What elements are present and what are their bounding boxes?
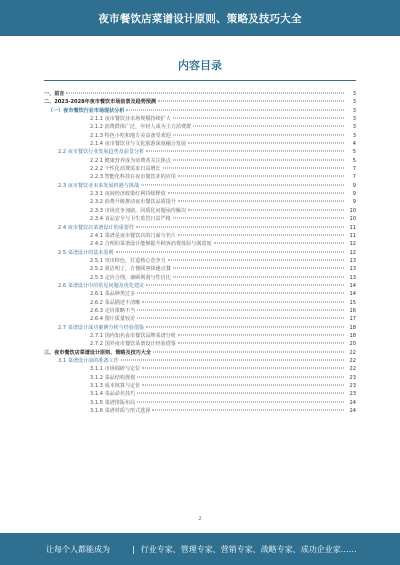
toc-entry[interactable] <box>44 399 356 407</box>
toc-entry-page: 23 <box>349 374 356 381</box>
toc-leader-dots <box>126 109 344 110</box>
toc-entry-title: 2.2.1 健康营养成为消费者关注焦点 <box>90 157 171 164</box>
toc-leader-dots <box>152 410 344 411</box>
toc-entry-page: 11 <box>349 224 356 231</box>
toc-leader-dots <box>178 201 344 202</box>
toc-entry-title: 2.7.2 国外夜市餐饮菜谱设计经验借鉴 <box>90 341 176 348</box>
toc-entry-page: 9 <box>352 182 356 189</box>
toc-leader-dots <box>158 101 344 102</box>
toc-entry-page: 3 <box>352 124 356 131</box>
toc-leader-dots <box>214 243 344 244</box>
toc-entry-page: 10 <box>349 216 356 223</box>
toc-entry[interactable] <box>44 207 356 215</box>
toc-leader-dots <box>116 251 344 252</box>
toc-leader-dots <box>173 134 344 135</box>
toc-entry-title: 3.1.3 成本核算与定价 <box>90 383 141 390</box>
toc-entry-title: 3.1 菜谱设计前的准备工作 <box>58 358 119 364</box>
toc-leader-dots <box>137 309 344 310</box>
toc-entry-page: 4 <box>352 141 356 148</box>
toc-entry[interactable] <box>44 90 356 98</box>
toc-leader-dots <box>173 268 344 269</box>
toc-entry[interactable] <box>44 307 356 315</box>
toc-leader-dots <box>137 376 344 377</box>
toc-entry-title: 2.3 夜市餐饮业未来发展机遇与挑战 <box>58 182 140 189</box>
toc-leader-dots <box>178 234 344 235</box>
toc-entry[interactable] <box>44 115 356 123</box>
toc-entry-page: 9 <box>352 199 356 206</box>
toc-leader-dots <box>153 351 344 352</box>
toc-entry-page: 24 <box>349 408 356 415</box>
toc-entry-page: 13 <box>349 266 356 273</box>
toc-entry[interactable] <box>44 290 356 298</box>
toc-leader-dots <box>178 176 344 177</box>
toc-entry-title: 3.1.2 菜品结构规划 <box>90 374 136 381</box>
toc-entry-page: 20 <box>349 341 356 348</box>
toc-leader-dots <box>188 143 344 144</box>
toc-entry[interactable] <box>44 232 356 240</box>
toc-entry-page: 14 <box>349 291 356 298</box>
toc-entry-title: 2.2 夜市餐饮行业发展趋势及前景分析 <box>58 149 145 156</box>
toc-entry[interactable] <box>44 224 356 232</box>
toc-entry-page: 11 <box>349 232 356 239</box>
toc-entry[interactable] <box>44 173 356 181</box>
toc-entry-page: 18 <box>349 332 356 339</box>
toc-entry[interactable] <box>44 140 356 148</box>
top-banner <box>0 0 400 36</box>
toc-leader-dots <box>173 276 344 277</box>
toc-leader-dots <box>193 126 344 127</box>
toc-entry-page: 15 <box>349 299 356 306</box>
toc-entry-title: 2.7 菜谱设计成功案例分析与经验借鉴 <box>58 324 145 331</box>
toc-entry-title: 2.7.1 国内知名夜市餐饮品牌菜谱分析 <box>90 332 176 339</box>
toc-leader-dots <box>66 93 344 94</box>
toc-entry-title: 2.5.1 突出特色，打造核心竞争力 <box>90 257 166 264</box>
toc-entry[interactable] <box>44 324 356 332</box>
toc-entry-page: 9 <box>352 191 356 198</box>
toc-entry-title: 2.3.2 消费升级推动夜市餐饮品质提升 <box>90 199 176 206</box>
toc-entry-title: 2.1.3 特色小吃和地方美食备受欢迎 <box>90 132 171 139</box>
toc-entry[interactable] <box>44 198 356 206</box>
toc-title: 内容目录 <box>178 59 222 72</box>
toc-entry[interactable] <box>44 382 356 390</box>
toc-entry-title: 2.6.2 菜品描述不清晰 <box>90 299 141 306</box>
toc-entry-title: 2.2.2 个性化消费需求日益增长 <box>90 166 161 173</box>
toc-entry-page: 12 <box>349 249 356 256</box>
toc-entry[interactable] <box>44 407 356 415</box>
toc-entry-title: 2.1.1 夜市餐饮业市场规模持续扩大 <box>90 116 171 123</box>
toc-entry-page: 23 <box>349 383 356 390</box>
toc-leader-dots <box>188 209 344 210</box>
toc-entry[interactable] <box>44 274 356 282</box>
toc-leader-dots <box>142 301 344 302</box>
toc-entry-page: 13 <box>349 274 356 281</box>
toc-entry-page: 23 <box>349 391 356 398</box>
toc-leader-dots <box>178 343 344 344</box>
toc-leader-dots <box>121 360 344 361</box>
toc-entry-page: 3 <box>352 99 356 106</box>
toc-entry-page: 5 <box>352 157 356 164</box>
toc-entry[interactable] <box>44 357 356 365</box>
toc-leader-dots <box>178 334 344 335</box>
footer-roles: 行业专家、管理专家、营销专家、战略专家、成功企业家…… <box>140 544 357 554</box>
toc-entry-page: 13 <box>349 257 356 264</box>
toc-leader-dots <box>146 326 344 327</box>
toc-entry-page: 3 <box>352 116 356 123</box>
toc-entry-page: 3 <box>352 91 356 97</box>
toc-entry-title: 2.1.2 消费群体广泛，年轻人成为主力消费群 <box>90 124 192 131</box>
toc-divider <box>44 80 356 81</box>
toc-entry-title: 2.6.3 定价策略不当 <box>90 307 136 314</box>
toc-entry-page: 3 <box>352 107 356 114</box>
bottom-banner <box>0 533 400 565</box>
toc-entry[interactable] <box>44 182 356 190</box>
toc-entry[interactable] <box>44 148 356 156</box>
toc-entry[interactable] <box>44 332 356 340</box>
toc-leader-dots <box>163 168 344 169</box>
toc-entry-page: 14 <box>349 282 356 289</box>
toc-entry-title: 3.1.4 菜品命名技巧 <box>90 391 136 398</box>
toc-entry-page: 16 <box>349 307 356 314</box>
toc-entry-page: 22 <box>349 366 356 373</box>
toc-entry[interactable] <box>44 340 356 348</box>
toc-entry-page: 10 <box>349 207 356 214</box>
toc-leader-dots <box>137 293 344 294</box>
toc-entry-title: 2.2.3 智能化科技在夜市餐饮业的应用 <box>90 174 176 181</box>
toc-entry-title: 3.1.5 菜谱排版布局 <box>90 399 136 406</box>
toc-entry[interactable] <box>44 349 356 357</box>
toc-leader-dots <box>168 259 344 260</box>
toc-entry-title: 2.6 菜谱设计中的常见问题及优化建议 <box>58 282 145 289</box>
toc-entry-title: 2.4 夜市餐饮店菜谱设计的重要性 <box>58 224 134 231</box>
toc-entry-title: 2.6.4 图片质量较差 <box>90 316 136 323</box>
toc-leader-dots <box>136 226 344 227</box>
toc-entry-title: 2.5.2 简洁明了，方便顾客快速点餐 <box>90 266 171 273</box>
toc-entry-title: 2.1.4 夜市餐饮业与文化旅游深度融合发展 <box>90 141 187 148</box>
toc-entry[interactable] <box>44 107 356 115</box>
toc-entry[interactable] <box>44 257 356 265</box>
toc-entry-title: 3.1.6 菜谱材质与形式选择 <box>90 408 151 415</box>
toc-entry-title: 2.4.2 合理的菜谱设计能够提升顾客消费体验与满意度 <box>90 241 212 248</box>
toc-entry[interactable] <box>44 282 356 290</box>
toc-leader-dots <box>173 118 344 119</box>
page-number: 2 <box>198 516 202 522</box>
document-title: 夜市餐饮店菜谱设计原则、策略及技巧大全 <box>98 12 302 25</box>
toc-entry-title: 3.1.1 市场调研与定位 <box>90 366 141 373</box>
table-of-contents <box>44 90 356 415</box>
toc-entry[interactable] <box>44 165 356 173</box>
toc-entry-page: 7 <box>352 174 356 181</box>
toc-leader-dots <box>142 385 344 386</box>
toc-entry[interactable] <box>44 374 356 382</box>
toc-leader-dots <box>137 393 344 394</box>
toc-entry[interactable] <box>44 249 356 257</box>
toc-entry[interactable] <box>44 157 356 165</box>
toc-entry[interactable] <box>44 132 356 140</box>
toc-entry[interactable] <box>44 98 356 106</box>
toc-entry-title: 2.4.1 菜谱是夜市餐饮店的门面与名片 <box>90 232 176 239</box>
toc-leader-dots <box>141 184 344 185</box>
toc-entry[interactable] <box>44 365 356 373</box>
toc-entry-title: 2.3.4 食品安全与卫生监管日益严格 <box>90 216 171 223</box>
toc-entry-page: 12 <box>349 241 356 248</box>
toc-entry-title: 二、2023-2028年夜市餐饮市场前景及趋势预测 <box>44 99 156 106</box>
toc-entry-title: （一）夜市餐饮行业市场现状分析 <box>48 107 125 114</box>
footer-separator: | <box>132 544 135 554</box>
toc-entry[interactable] <box>44 390 356 398</box>
toc-leader-dots <box>146 151 344 152</box>
toc-leader-dots <box>137 318 344 319</box>
footer-slogan: 让每个人都能成为 <box>46 544 110 554</box>
toc-entry-title: 一、前言 <box>44 91 65 97</box>
toc-entry-page: 22 <box>349 358 356 364</box>
toc-leader-dots <box>146 284 344 285</box>
toc-leader-dots <box>173 159 344 160</box>
toc-entry[interactable] <box>44 315 356 323</box>
toc-entry-title: 2.3.3 市场竞争加剧，同质化问题亟待解决 <box>90 207 187 214</box>
toc-entry-title: 2.3.1 夜间经济政策红利持续释放 <box>90 191 166 198</box>
toc-entry[interactable] <box>44 123 356 131</box>
toc-leader-dots <box>173 218 344 219</box>
toc-leader-dots <box>168 193 344 194</box>
toc-entry-page: 7 <box>352 166 356 173</box>
toc-entry[interactable] <box>44 265 356 273</box>
toc-entry[interactable] <box>44 299 356 307</box>
toc-entry-page: 18 <box>349 324 356 331</box>
toc-entry-title: 2.5.3 定价合理，兼顾利润与性价比 <box>90 274 171 281</box>
toc-entry-page: 17 <box>349 316 356 323</box>
toc-leader-dots <box>142 368 344 369</box>
toc-entry[interactable] <box>44 240 356 248</box>
toc-entry[interactable] <box>44 190 356 198</box>
toc-entry-title: 2.5 菜谱设计的基本原则 <box>58 249 114 256</box>
toc-entry-page: 5 <box>352 149 356 156</box>
toc-entry-page: 22 <box>349 349 356 356</box>
toc-entry-page: 3 <box>352 132 356 139</box>
toc-entry[interactable] <box>44 215 356 223</box>
toc-entry-title: 2.6.1 菜品种类过多 <box>90 291 136 298</box>
toc-entry-title: 三、夜市餐饮店菜谱设计原则、策略及技巧大全 <box>44 349 151 356</box>
toc-leader-dots <box>137 401 344 402</box>
toc-entry-page: 24 <box>349 399 356 406</box>
